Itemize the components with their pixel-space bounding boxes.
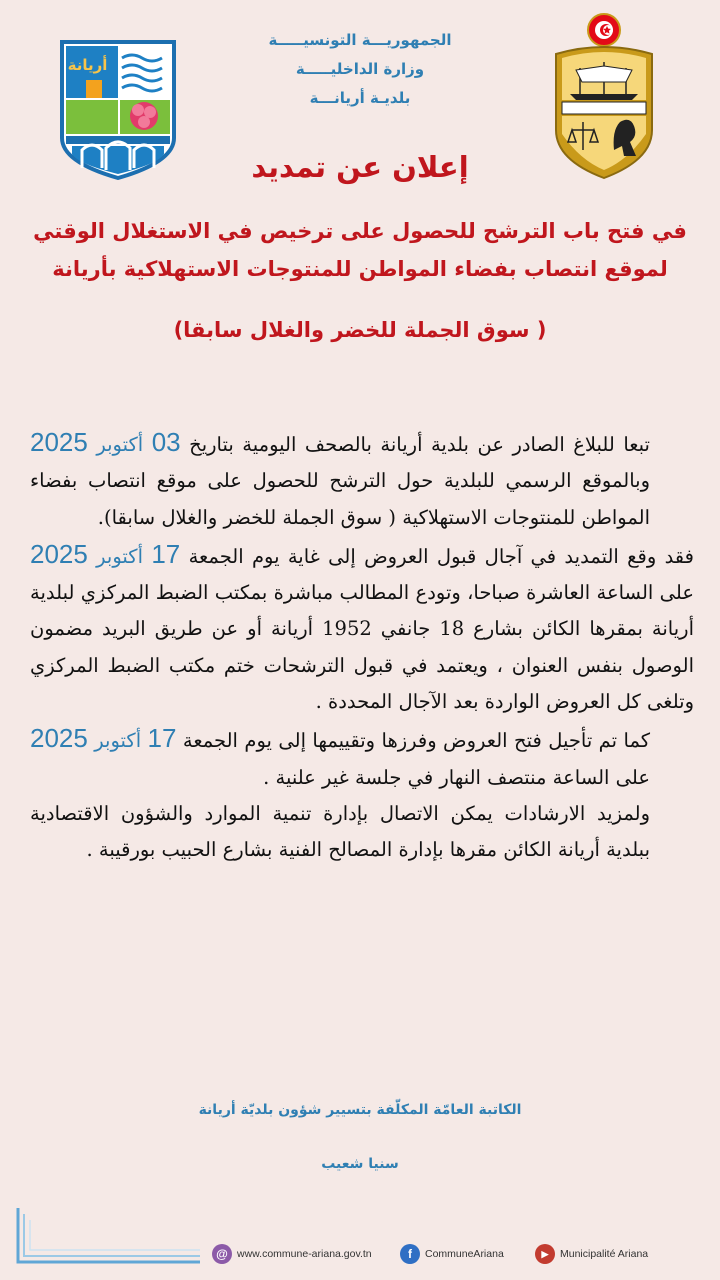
subtitle-line-2: لموقع انتصاب بفضاء المواطن للمنتوجات الاستهلاكية بأريانة	[52, 257, 668, 281]
paragraph-3: كما تم تأجيل فتح العروض وفرزها وتقييمها إلى يوم الجمعة 17 أكتوبر 2025 على الساعة منتصف النهار في جلسة غير علنية .	[30, 723, 650, 789]
header-municipality: بلديـة أريانـــة	[309, 89, 411, 107]
signatory-name: سنيا شعيب	[321, 1156, 399, 1172]
logo-caption: أريانة	[67, 56, 108, 74]
date-month: أكتوبر	[96, 433, 144, 456]
subtitle-line-1: في فتح باب الترشح للحصول على ترخيص في الاستغلال الوقتي	[33, 219, 687, 243]
header-ministry: وزارة الداخليـــــة	[295, 60, 425, 78]
header-republic: الجمهوريـــة التونسيـــــة	[268, 31, 452, 49]
header-title-block	[220, 26, 500, 113]
paragraph-1: تبعا للبلاغ الصادر عن بلدية أريانة بالصحف اليومية بتاريخ 03 أكتوبر 2025 وبالموقع الرسمي للبلدية حول الترشح للحصول على موقع انتصاب بفضاء المواطن للمنتوجات الاستهلاكية ( سوق الجملة للخضر والغلال سابقا).	[30, 427, 650, 529]
footer-website[interactable]: @ www.commune-ariana.gov.tn	[212, 1244, 372, 1264]
paragraph-4: ولمزيد الارشادات يمكن الاتصال بإدارة تنمية الموارد والشؤون الاقتصادية ببلدية أريانة الكائن مقرها بإدارة المصالح الفنية بشارع الحبيب بورقيبة .	[30, 801, 650, 862]
date-day: 17	[147, 723, 177, 754]
paragraph-2: فقد وقع التمديد في آجال قبول العروض إلى غاية يوم الجمعة 17 أكتوبر 2025 على الساعة العاشرة صباحا، وتودع المطالب مباشرة بمكتب الضبط المركزي لبلدية أريانة بمقرها الكائن بشارع 18 جانفي 1952 أريانة أو عن طريق البريد مضمون الوصول بنفس العنوان ، ويعتمد في قبول الترشحات ختم مكتب الضبط المركزي وتلغى كل العروض الواردة بعد الآجال المحددة .	[30, 538, 694, 714]
date-day: 17	[151, 538, 181, 569]
at-sign-icon: @	[212, 1244, 232, 1264]
announcement-title: إعلان عن تمديد	[251, 150, 469, 184]
announcement-body	[30, 424, 694, 869]
facebook-icon: f	[400, 1244, 420, 1264]
footer-corner-decoration	[14, 1206, 204, 1266]
signatory-role: الكاتبة العامّة المكلّفة بتسيير شؤون بلديّة أريانة	[198, 1102, 522, 1118]
date-year: 2025	[30, 538, 88, 569]
street-name: 18 جانفي 1952	[322, 617, 465, 641]
date-year: 2025	[30, 427, 88, 457]
announcement-subtitle-paren: ( سوق الجملة للخضر والغلال سابقا)	[173, 318, 547, 342]
footer-youtube[interactable]: ▶ Municipalité Ariana	[535, 1244, 648, 1264]
date-month: أكتوبر	[94, 729, 142, 753]
announcement-subtitle	[30, 212, 690, 288]
date-year: 2025	[30, 723, 88, 754]
footer-facebook[interactable]: f CommuneAriana	[400, 1244, 504, 1264]
date-month: أكتوبر	[96, 544, 144, 568]
date-day: 03	[151, 427, 181, 457]
youtube-play-icon: ▶	[535, 1244, 555, 1264]
